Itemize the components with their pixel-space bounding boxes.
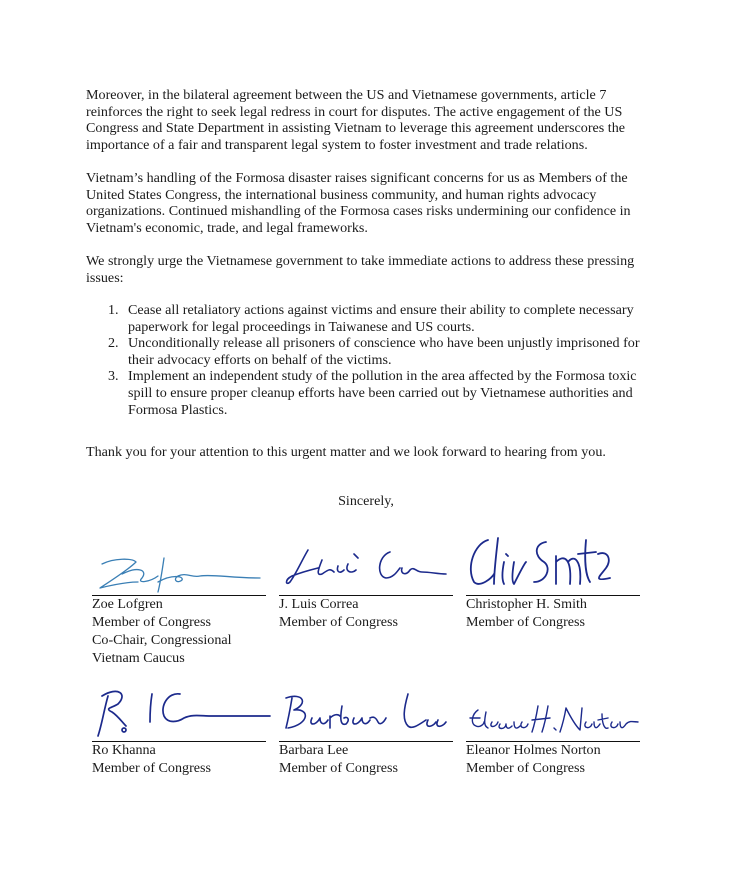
action-number: 1. bbox=[108, 302, 119, 318]
signatory-block bbox=[466, 595, 587, 631]
signatory-name: Ro Khanna bbox=[92, 742, 156, 758]
action-text: Cease all retaliatory actions against victims and ensure their ability to complete necessary paperwork for legal proceedings in Taiwanese and US courts. bbox=[128, 302, 634, 335]
action-item bbox=[86, 335, 661, 368]
paragraph-thank-you: Thank you for your attention to this urgent matter and we look forward to hearing from you. bbox=[86, 444, 606, 460]
signatory-name: Eleanor Holmes Norton bbox=[466, 742, 601, 758]
signatory-title: Member of Congress bbox=[279, 760, 398, 776]
signatory-title: Member of Congress bbox=[279, 614, 398, 630]
signature-j-luis-correa bbox=[282, 542, 452, 592]
action-number: 2. bbox=[108, 335, 119, 352]
paragraph-urge-actions: We strongly urge the Vietnamese government to take immediate actions to address these pressing issues: bbox=[86, 253, 635, 286]
signatory-block bbox=[466, 741, 601, 777]
signatory-block bbox=[92, 595, 232, 667]
signature-barbara-lee bbox=[280, 688, 450, 738]
action-text: Implement an independent study of the pollution in the area affected by the Formosa toxic spill to ensure proper cleanup efforts have been carried out by Vietnamese authorities and Formosa Plastics. bbox=[128, 368, 637, 418]
signatory-name: Barbara Lee bbox=[279, 742, 349, 758]
signatory-name: J. Luis Correa bbox=[279, 596, 359, 612]
signatory-role: Co-Chair, Congressional bbox=[92, 632, 232, 648]
signatory-title: Member of Congress bbox=[466, 614, 585, 630]
paragraph-formosa-concerns: Vietnam’s handling of the Formosa disaster raises significant concerns for us as Members of the United States Congress, the international business community, and human rights advocacy organizations. Continued mishandling of the Formosa cases risks undermining our confidence in Vietnam's economic, trade, and legal frameworks. bbox=[86, 170, 631, 236]
signature-eleanor-holmes-norton bbox=[466, 700, 641, 740]
action-list bbox=[86, 302, 661, 418]
signatory-name: Zoe Lofgren bbox=[92, 596, 163, 612]
action-item bbox=[86, 302, 661, 335]
signatory-block bbox=[279, 595, 398, 631]
action-item bbox=[86, 368, 661, 418]
signatory-title: Member of Congress bbox=[92, 614, 211, 630]
closing: Sincerely, bbox=[338, 493, 394, 509]
signatory-name: Christopher H. Smith bbox=[466, 596, 587, 612]
signatory-title: Member of Congress bbox=[466, 760, 585, 776]
signatory-block bbox=[92, 741, 211, 777]
signatory-role: Vietnam Caucus bbox=[92, 650, 185, 666]
action-number: 3. bbox=[108, 368, 119, 385]
paragraph-bilateral-agreement: Moreover, in the bilateral agreement between the US and Vietnamese governments, article 7 reinforces the right to seek legal redress in court for disputes. The active engagement of the US Congress and State Department in assisting Vietnam to leverage this agreement underscores the importance of a fair and transparent legal system to foster investment and trade relations. bbox=[86, 87, 626, 153]
signature-zoe-lofgren bbox=[92, 548, 272, 598]
signatory-block bbox=[279, 741, 398, 777]
signature-ro-khanna bbox=[88, 682, 273, 740]
signature-christopher-h-smith bbox=[460, 532, 625, 592]
signatory-title: Member of Congress bbox=[92, 760, 211, 776]
action-text: Unconditionally release all prisoners of conscience who have been unjustly imprisoned for their advocacy efforts on behalf of the victims. bbox=[128, 335, 640, 368]
